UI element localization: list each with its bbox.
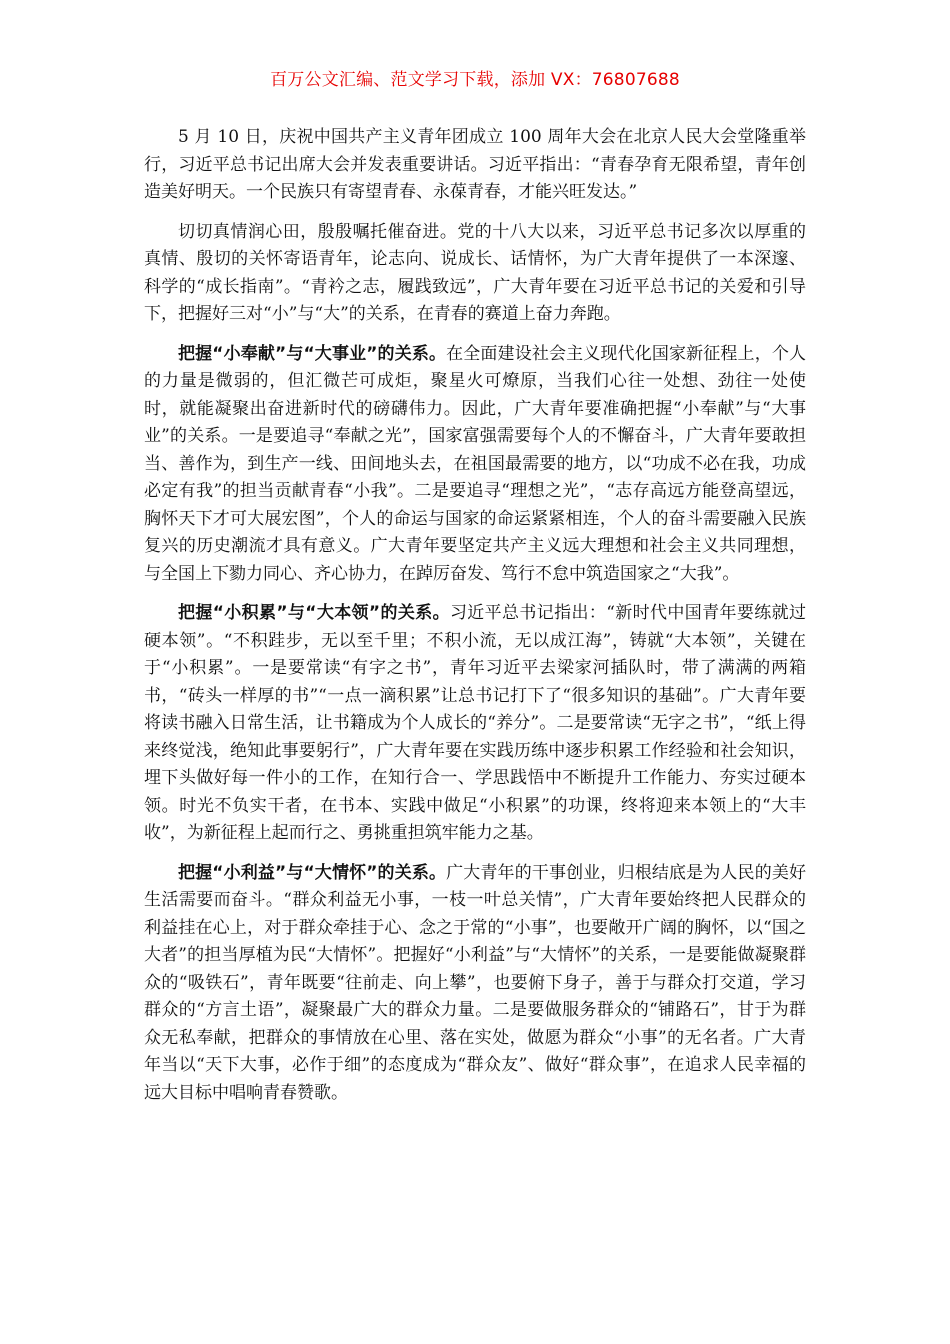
promo-header: 百万公文汇编、范文学习下载，添加 VX：76807688 bbox=[270, 70, 680, 90]
section-heading: 把握“小积累”与“大本领”的关系。 bbox=[178, 603, 450, 623]
paragraph-interests bbox=[144, 860, 806, 1108]
paragraph-text: 习近平总书记指出：“新时代中国青年要练就过硬本领”。“不积跬步，无以至千里；不积小流，无以成江海”，铸就“大本领”，关键在于“小积累”。一是要常读“有字之书”，青年习近平去梁家河插队时，带了满满的两箱书，“砖头一样厚的书”“一点一滴积累”让总书记打下了“很多知识的基础”。广大青年要将读书融入日常生活，让书籍成为个人成长的“养分”。二是要常读“无字之书”，“纸上得来终觉浅，绝知此事要躬行”，广大青年要在实践历练中逐步积累工作经验和社会知识，埋下头做好每一件小的工作，在知行合一、学思践悟中不断提升工作能力、夯实过硬本领。时光不负实干者，在书本、实践中做足“小积累”的功课，终将迎来本领上的“大丰收”，为新征程上起而行之、勇挑重担筑牢能力之基。 bbox=[144, 603, 806, 843]
section-heading: 把握“小利益”与“大情怀”的关系。 bbox=[178, 862, 447, 883]
paragraph-overview bbox=[144, 219, 806, 329]
paragraph-text: 广大青年的干事创业，归根结底是为人民的美好生活需要而奋斗。“群众利益无小事，一枝一叶总关情”，广大青年要始终把人民群众的利益挂在心上，对于群众牵挂于心、念之于常的“小事”，也要敞开广阔的胸怀，以“国之大者”的担当厚植为民“大情怀”。把握好“小利益”与“大情怀”的关系，一是要能做凝聚群众的“吸铁石”，青年既要“往前走、向上攀”，也要俯下身子，善于与群众打交道，学习群众的“方言土语”，凝聚最广大的群众力量。二是要做服务群众的“铺路石”，甘于为群众无私奉献，把群众的事情放在心里、落在实处，做愿为群众“小事”的无名者。广大青年当以“天下大事，必作于细”的态度成为“群众友”、做好“群众事”，在追求人民幸福的远大目标中唱响青春赞歌。 bbox=[144, 862, 806, 1103]
paragraph-text: 5 月 10 日，庆祝中国共产主义青年团成立 100 周年大会在北京人民大会堂隆重举行，习近平总书记出席大会并发表重要讲话。习近平指出：“青春孕育无限希望，青年创造美好明天。一个民族只有寄望青春、永葆青春，才能兴旺发达。” bbox=[144, 127, 806, 202]
section-heading: 把握“小奉献”与“大事业”的关系。 bbox=[178, 343, 447, 364]
paragraph-dedication bbox=[144, 341, 806, 589]
paragraph-text: 切切真情润心田，殷殷嘱托催奋进。党的十八大以来，习近平总书记多次以厚重的真情、殷切的关怀寄语青年，论志向、说成长、话情怀，为广大青年提供了一本深邃、科学的“成长指南”。“青衿之志，履践致远”，广大青年要在习近平总书记的关爱和引导下，把握好三对“小”与“大”的关系，在青春的赛道上奋力奔跑。 bbox=[144, 221, 806, 324]
article-body bbox=[144, 124, 806, 1119]
paragraph-accumulation bbox=[144, 600, 806, 848]
paragraph-text: 在全面建设社会主义现代化国家新征程上，个人的力量是微弱的，但汇微芒可成炬，聚星火可燎原，当我们心往一处想、劲往一处使时，就能凝聚出奋进新时代的磅礴伟力。因此，广大青年要准确把握“小奉献”与“大事业”的关系。一是要追寻“奉献之光”，国家富强需要每个人的不懈奋斗，广大青年要敢担当、善作为，到生产一线、田间地头去，在祖国最需要的地方，以“功成不必在我，功成必定有我”的担当贡献青春“小我”。二是要追寻“理想之光”，“志存高远方能登高望远，胸怀天下才可大展宏图”，个人的命运与国家的命运紧紧相连，个人的奋斗需要融入民族复兴的历史潮流才具有意义。广大青年要坚定共产主义远大理想和社会主义共同理想，与全国上下勠力同心、齐心协力，在踔厉奋发、笃行不怠中筑造国家之“大我”。 bbox=[144, 343, 806, 584]
paragraph-intro bbox=[144, 124, 806, 207]
